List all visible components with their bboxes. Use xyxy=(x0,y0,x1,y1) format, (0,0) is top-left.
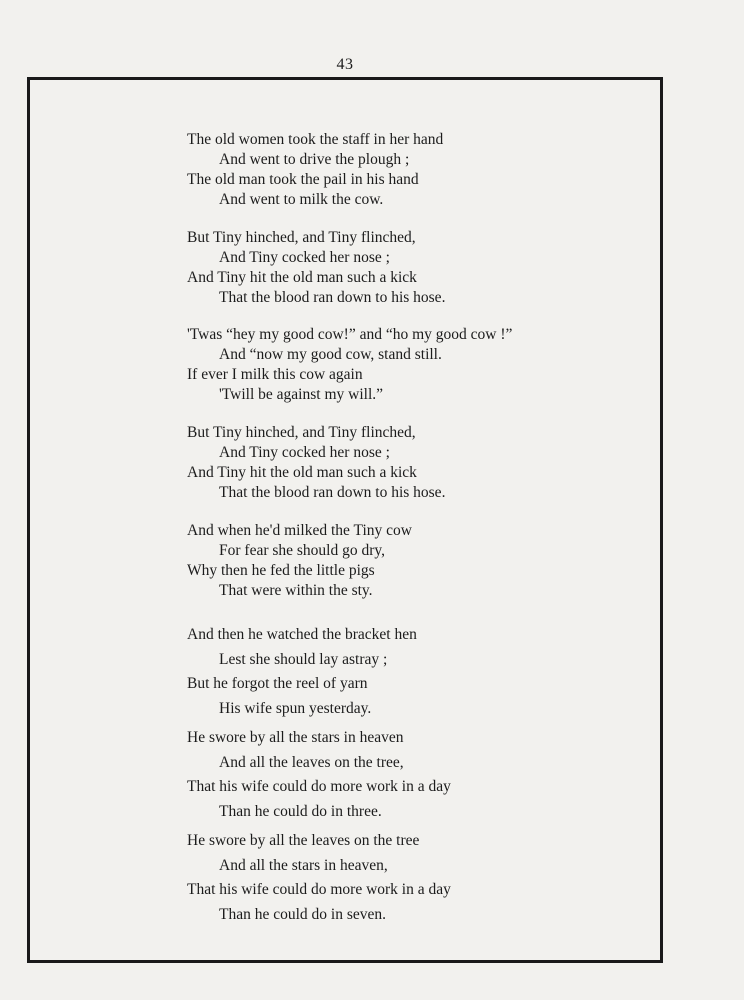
poem-line: And Tiny cocked her nose ; xyxy=(219,249,390,266)
stanza xyxy=(187,726,451,824)
poem-line: That his wife could do more work in a day xyxy=(187,881,451,898)
poem-line: 'Twill be against my will.” xyxy=(219,386,383,403)
stanza xyxy=(187,521,412,601)
poem-line: He swore by all the stars in heaven xyxy=(187,729,404,746)
poem-line: That were within the sty. xyxy=(219,582,373,599)
poem-line: And went to drive the plough ; xyxy=(219,151,410,168)
stanza xyxy=(187,829,451,927)
poem-line: The old man took the pail in his hand xyxy=(187,171,419,188)
stanza xyxy=(187,130,443,210)
poem-line: He swore by all the leaves on the tree xyxy=(187,832,420,849)
poem-line: And all the leaves on the tree, xyxy=(219,753,404,771)
poem-line: For fear she should go dry, xyxy=(219,542,386,559)
stanza xyxy=(187,325,512,405)
poem-line: His wife spun yesterday. xyxy=(219,699,372,717)
poem-line: That the blood ran down to his hose. xyxy=(219,289,446,306)
poem-line: And went to milk the cow. xyxy=(219,191,384,208)
poem-line: But Tiny hinched, and Tiny flinched, xyxy=(187,229,416,246)
poem-line: And all the stars in heaven, xyxy=(219,856,388,874)
stanza xyxy=(187,423,445,503)
poem-line: 'Twas “hey my good cow!” and “ho my good cow !” xyxy=(187,326,513,343)
poem-line: If ever I milk this cow again xyxy=(187,366,363,383)
poem-line: Than he could do in three. xyxy=(219,802,382,820)
poem-line: That the blood ran down to his hose. xyxy=(219,484,446,501)
page-number: 43 xyxy=(336,56,354,73)
poem-line: And Tiny cocked her nose ; xyxy=(219,444,390,461)
poem-line: But he forgot the reel of yarn xyxy=(187,675,368,692)
poem-line: Than he could do in seven. xyxy=(219,905,387,923)
poem-line: But Tiny hinched, and Tiny flinched, xyxy=(187,424,416,441)
poem-line: And “now my good cow, stand still. xyxy=(219,346,442,363)
poem-line: And when he'd milked the Tiny cow xyxy=(187,522,412,539)
stanza xyxy=(187,623,417,721)
poem-line: And Tiny hit the old man such a kick xyxy=(187,464,417,481)
poem-line: And then he watched the bracket hen xyxy=(187,626,417,643)
poem-line: And Tiny hit the old man such a kick xyxy=(187,269,417,286)
poem-line: Lest she should lay astray ; xyxy=(219,650,388,668)
poem-line: That his wife could do more work in a day xyxy=(187,778,451,795)
poem-line: Why then he fed the little pigs xyxy=(187,562,375,579)
stanza xyxy=(187,228,445,308)
poem-line: The old women took the staff in her hand xyxy=(187,131,444,148)
